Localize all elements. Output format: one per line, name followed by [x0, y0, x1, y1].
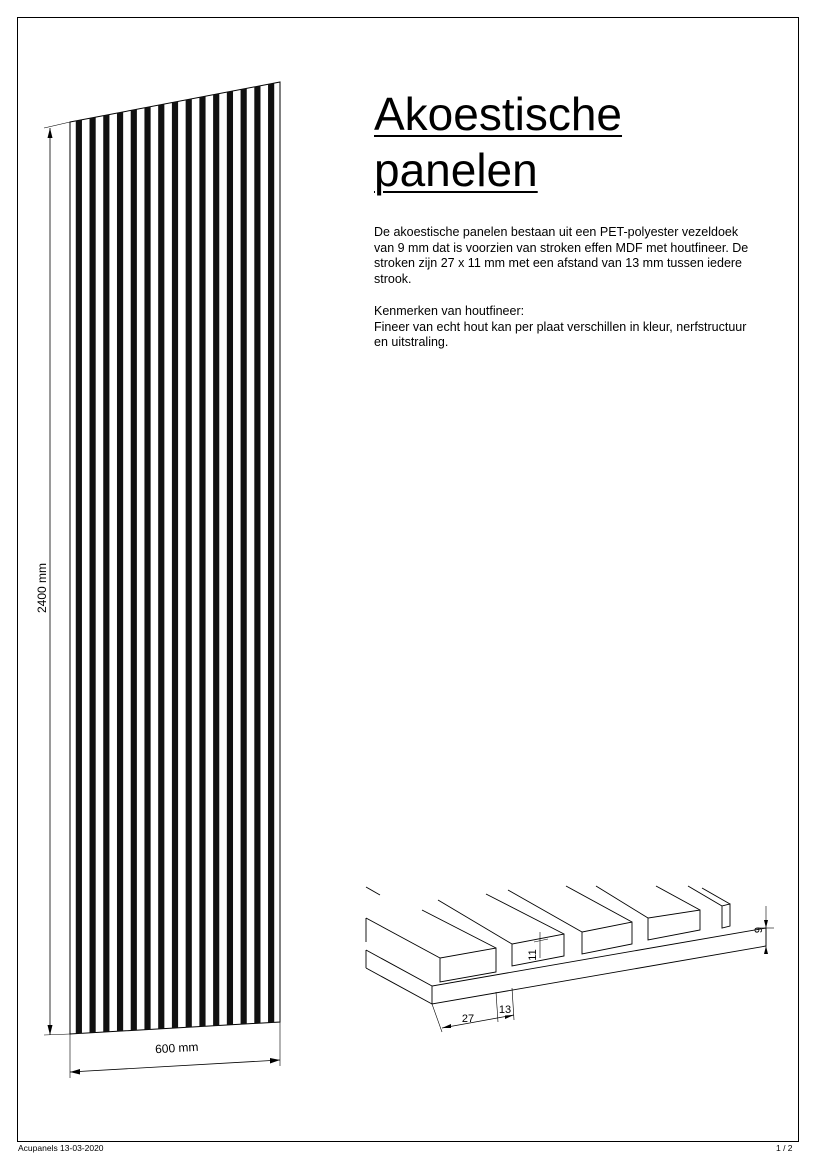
dim-arrow-9-bottom	[764, 946, 768, 954]
width-arrow-right	[270, 1058, 280, 1064]
panel-slat	[117, 112, 123, 1031]
width-arrow-left	[70, 1069, 80, 1075]
width-dimension-line	[70, 1060, 280, 1072]
dim-arrow-9-top	[764, 920, 768, 928]
title-line-1: Akoestische	[374, 88, 623, 140]
height-extension-top	[44, 122, 70, 128]
detail-label-9: 9	[753, 926, 765, 934]
panel-slat	[213, 94, 219, 1026]
width-dimension-label: 600 mm	[154, 1039, 199, 1057]
panel-drawing	[35, 82, 280, 1078]
panel-slat	[186, 99, 192, 1028]
detail-slat-1	[366, 910, 496, 982]
panel-slat	[90, 117, 96, 1033]
description-paragraph: De akoestische panelen bestaan uit een PET-polyester vezeldoek van 9 mm dat is voorzien van stroken effen MDF met houtfineer. De stroken zijn 27 x 11 mm met een afstand van 13 mm tussen iedere strook.	[374, 225, 749, 286]
panel-slat	[131, 109, 137, 1030]
panel-slat	[268, 83, 274, 1023]
panel-slat	[103, 114, 109, 1032]
height-arrow-bottom	[48, 1025, 53, 1035]
height-dimension-label: 2400 mm	[35, 562, 49, 614]
panel-slat	[227, 91, 233, 1025]
title-line-2: panelen	[374, 144, 538, 196]
detail-back-line	[366, 887, 380, 895]
panel-slat	[76, 120, 82, 1034]
dim-ext-27-right	[496, 992, 498, 1022]
footer-page-number: 1 / 2	[776, 1143, 793, 1153]
footer-left: Acupanels 13-03-2020	[18, 1143, 104, 1153]
detail-label-13: 13	[498, 1004, 512, 1016]
panel-slat	[254, 86, 260, 1024]
panel-slat	[241, 88, 247, 1024]
features-text: Fineer van echt hout kan per plaat verschillen in kleur, nerfstructuur en uitstraling.	[374, 319, 747, 349]
height-extension-bottom	[44, 1034, 70, 1035]
panel-slats	[76, 83, 274, 1034]
base-board-bottom-edge	[366, 968, 432, 1004]
detail-label-11: 11	[527, 949, 539, 961]
detail-drawing	[366, 886, 774, 1032]
panel-slat	[199, 96, 205, 1026]
panel-slat	[172, 101, 178, 1028]
panel-slat	[144, 107, 150, 1030]
panel-slat	[158, 104, 164, 1029]
features-heading: Kenmerken van houtfineer:	[374, 304, 525, 318]
dim-line-27-13	[442, 1015, 514, 1028]
detail-label-27: 27	[461, 1013, 475, 1025]
height-arrow-top	[48, 128, 53, 138]
dim-ext-27-left	[432, 1004, 442, 1032]
dim-arrow-27	[442, 1024, 451, 1028]
base-board-top-edge	[366, 950, 432, 986]
